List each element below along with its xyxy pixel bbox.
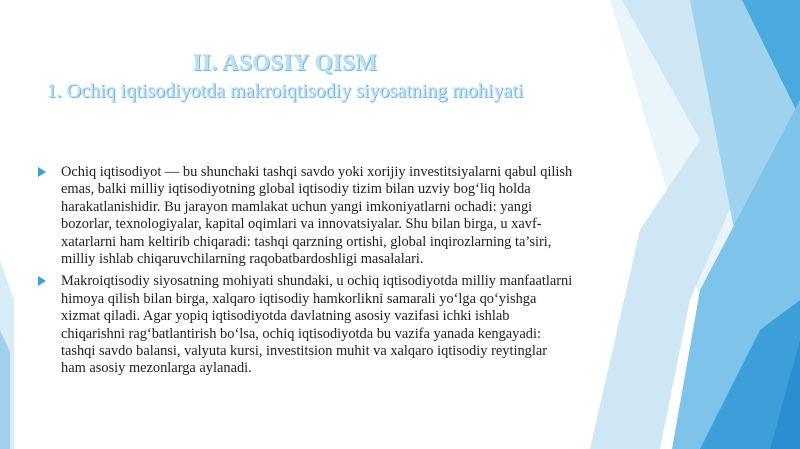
- bullet-list: [38, 164, 573, 383]
- slide-subheading: 1. Ochiq iqtisodiyotda makroiqtisodiy siyosatning mohiyati: [46, 80, 524, 102]
- bullet-item: [38, 164, 573, 268]
- triangle-bullet-icon: [38, 167, 46, 177]
- bullet-item: [38, 273, 573, 377]
- bullet-text: Makroiqtisodiy siyosatning mohiyati shundaki, u ochiq iqtisodiyotda milliy manfaatlarni himoya qilish bilan birga, xalqaro iqtisodiy hamkorlikni samarali yo‘lga qo‘yishga xizmat qiladi. Agar yopiq iqtisodiyotda davlatning asosiy vazifasi ichki ishlab chiqarishni rag‘batlantirish bo‘lsa, ochiq iqtisodiyotda bu vazifa yanada kengayadi: tashqi savdo balansi, valyuta kursi, investitsion muhit va xalqaro iqtisodiy reytinglar ham asosiy mezonlarga aylanadi.: [61, 273, 573, 377]
- bullet-text: Ochiq iqtisodiyot — bu shunchaki tashqi savdo yoki xorijiy investitsiyalarni qabul qilish emas, balki milliy iqtisodiyotning global iqtisodiy tizim bilan uzviy bog‘liq holda harakatlanishidir. Bu jarayon mamlakat uchun yangi imkoniyatlarni ochadi: yangi bozorlar, texnologiyalar, kapital oqimlari va innovatsiyalar. Shu bilan birga, u xavf-xatarlarni ham keltirib chiqaradi: tashqi qarzning ortishi, global inqirozlarning ta’siri, milliy ishlab chiqaruvchilarning raqobatbardoshligi masalalari.: [61, 164, 573, 268]
- triangle-bullet-icon: [38, 276, 46, 286]
- slide-heading: II. ASOSIY QISM: [192, 50, 378, 75]
